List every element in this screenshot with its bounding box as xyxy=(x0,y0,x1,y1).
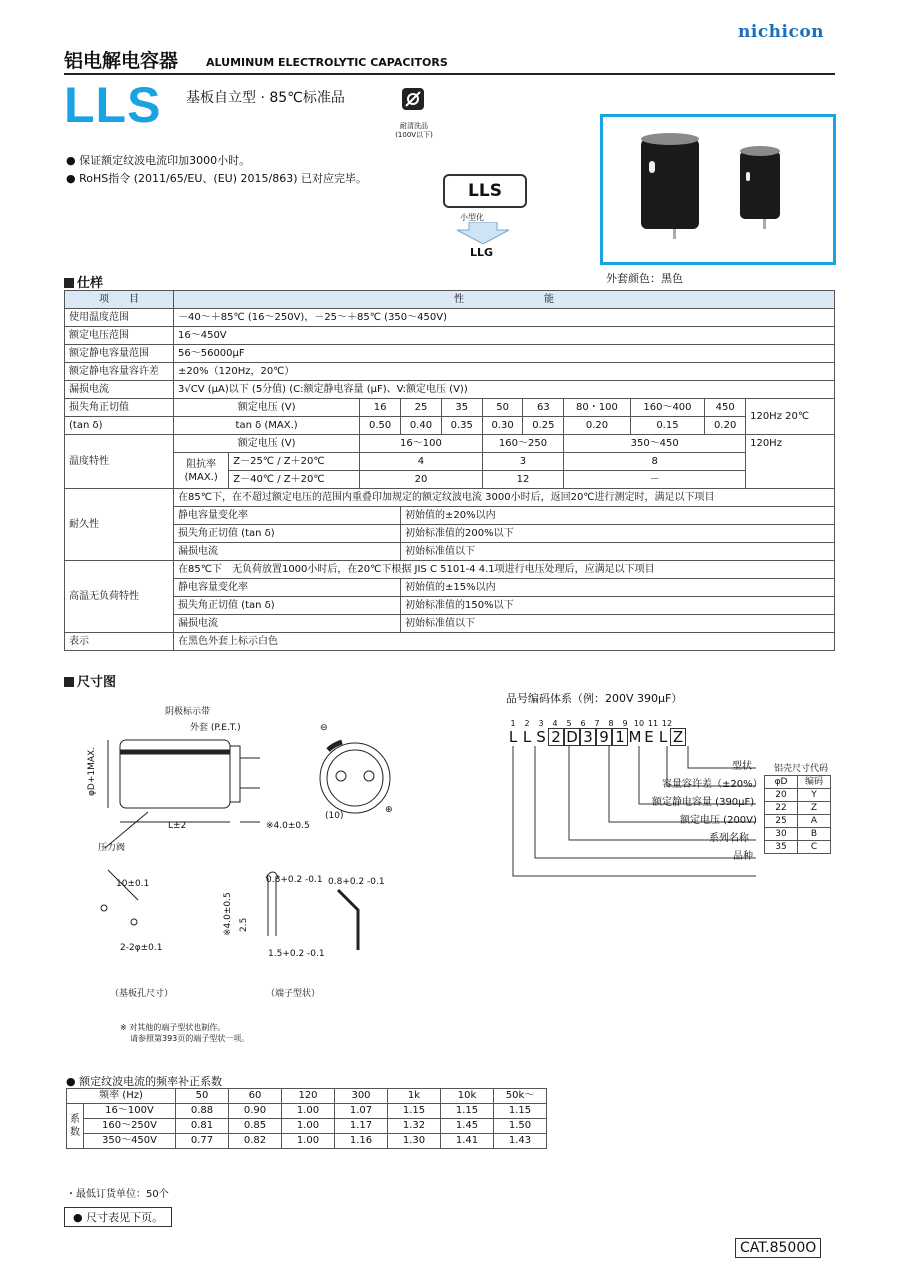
table-cell: 初始值的±15%以内 xyxy=(401,579,835,597)
table-cell: Z－25℃ / Z＋20℃ xyxy=(229,453,360,471)
table-cell: 初始标准值的150%以下 xyxy=(401,597,835,615)
table-cell: 1.50 xyxy=(494,1119,547,1134)
table-cell: 1.00 xyxy=(282,1134,335,1149)
table-cell: 损失角正切值 (tan δ) xyxy=(174,597,401,615)
table-cell: 1.45 xyxy=(441,1119,494,1134)
table-row xyxy=(65,327,835,345)
table-row xyxy=(765,815,831,828)
table-cell: － xyxy=(564,471,746,489)
table-cell: 30 xyxy=(765,828,798,841)
impedance-label: 阻抗率 xyxy=(186,458,217,470)
table-cell: C xyxy=(798,841,831,854)
table-cell: 16 xyxy=(360,399,401,417)
code-digit: 1 xyxy=(510,719,516,728)
case-code-table xyxy=(764,775,831,854)
page-title-cn: 铝电解电容器 xyxy=(64,50,179,72)
table-cell: 1.07 xyxy=(335,1104,388,1119)
table-cell: 8 xyxy=(564,453,746,471)
table-header: 300 xyxy=(335,1089,388,1104)
table-row xyxy=(65,579,835,597)
wash-caption-line: 耐清洗品 xyxy=(400,122,428,130)
table-cell: 1.17 xyxy=(335,1119,388,1134)
code-char: L xyxy=(658,728,668,746)
table-cell: 在85℃下，在不超过额定电压的范围内重叠印加规定的额定纹波电流 3000小时后，返回20℃进行测定时，满足以下项目 xyxy=(174,489,835,507)
table-cell: 1.16 xyxy=(335,1134,388,1149)
terminal-len-label: ※4.0±0.5 xyxy=(223,892,233,936)
table-cell: 漏损电流 xyxy=(65,381,174,399)
spec-table xyxy=(64,290,835,651)
table-row xyxy=(67,1104,547,1119)
code-char: L xyxy=(508,728,518,746)
code-digit: 10 xyxy=(633,719,645,728)
table-cell: 温度特性 xyxy=(65,435,174,489)
table-cell: A xyxy=(798,815,831,828)
table-row xyxy=(65,345,835,363)
table-row xyxy=(65,309,835,327)
table-cell: 0.81 xyxy=(176,1119,229,1134)
table-cell: 1.32 xyxy=(388,1119,441,1134)
table-cell: 20 xyxy=(765,789,798,802)
table-header: 120 xyxy=(282,1089,335,1104)
code-line-label: 额定电压 (200V) xyxy=(680,815,757,826)
case-code-title: 铝壳尺寸代码 xyxy=(774,764,829,774)
table-row xyxy=(65,435,835,453)
table-cell: 使用温度范围 xyxy=(65,309,174,327)
code-line-label: 额定静电容量 (390μF) xyxy=(652,797,755,808)
table-cell: 高温无负荷特性 xyxy=(65,561,174,633)
table-row xyxy=(65,363,835,381)
table-cell: φD xyxy=(765,776,798,789)
table-cell: 在黑色外套上标示白色 xyxy=(174,633,835,651)
table-row xyxy=(65,453,835,471)
wash-caption xyxy=(394,122,434,140)
min-order: ・最低订货单位：50个 xyxy=(66,1189,169,1200)
sleeve-color-caption: 外套颜色：黑色 xyxy=(606,272,683,285)
table-cell: 160～400 xyxy=(630,399,705,417)
code-digit: 7 xyxy=(594,719,600,728)
table-cell: 1.15 xyxy=(388,1104,441,1119)
table-cell: 50 xyxy=(482,399,523,417)
table-cell: 350～450 xyxy=(564,435,746,453)
table-cell: 0.88 xyxy=(176,1104,229,1119)
table-cell: ±20%（120Hz，20℃） xyxy=(174,363,835,381)
header-rule xyxy=(64,73,835,75)
table-cell: 漏损电流 xyxy=(174,615,401,633)
section-dim-title: 尺寸图 xyxy=(64,671,116,690)
code-digit: 2 xyxy=(524,719,530,728)
table-cell: 350～450V xyxy=(84,1134,176,1149)
section-spec-title: 仕样 xyxy=(64,272,103,291)
catalog-number: CAT.8500O xyxy=(735,1238,821,1258)
table-cell: 56～56000μF xyxy=(174,345,835,363)
table-cell: (tan δ) xyxy=(65,417,174,435)
code-line-label: 系列名称 xyxy=(709,833,749,844)
code-char: 3 xyxy=(580,728,596,746)
series-name: LLS xyxy=(64,77,162,133)
table-cell: 1.00 xyxy=(282,1104,335,1119)
table-cell: 损失角正切值 xyxy=(65,399,174,417)
terminal-width-label: 0.8+0.2 -0.1 xyxy=(266,875,323,885)
table-cell xyxy=(174,453,229,489)
table-cell: 0.90 xyxy=(229,1104,282,1119)
part-code-title: 品号编码体系（例：200V 390μF） xyxy=(506,692,683,705)
table-row xyxy=(65,381,835,399)
code-digit: 6 xyxy=(580,719,586,728)
solvent-proof-icon xyxy=(402,88,424,110)
code-char: E xyxy=(644,728,654,746)
table-row xyxy=(765,828,831,841)
terminal-caption: （端子型状） xyxy=(266,989,321,999)
table-cell: 1.43 xyxy=(494,1134,547,1149)
vent-label: 压力阀 xyxy=(98,843,126,853)
table-cell: 1.41 xyxy=(441,1134,494,1149)
table-row xyxy=(67,1089,547,1104)
code-digit: 11 xyxy=(647,719,659,728)
code-char: L xyxy=(522,728,532,746)
table-cell: tan δ (MAX.) xyxy=(174,417,360,435)
table-cell: Z－40℃ / Z＋20℃ xyxy=(229,471,360,489)
code-char: M xyxy=(628,728,642,746)
code-char: D xyxy=(564,728,580,746)
code-char: S xyxy=(536,728,546,746)
table-cell: 3 xyxy=(482,453,564,471)
table-cell: 1.15 xyxy=(494,1104,547,1119)
table-header: 项 目 xyxy=(65,291,174,309)
table-header: 频率 (Hz) xyxy=(67,1089,176,1104)
table-row xyxy=(65,561,835,579)
note-line: 请参照第393页的端子型状一项。 xyxy=(130,1034,250,1043)
table-cell: －40～＋85℃ (16～250V)，－25～＋85℃ (350～450V) xyxy=(174,309,835,327)
table-cell: 450 xyxy=(705,399,746,417)
code-digit: 12 xyxy=(661,719,673,728)
table-cell: 16～450V xyxy=(174,327,835,345)
wash-caption-line: (100V以下) xyxy=(395,131,433,139)
code-line-label: 容量容许差（±20%） xyxy=(662,779,763,790)
code-digit: 9 xyxy=(622,719,628,728)
table-row xyxy=(65,507,835,525)
arrow-label: 小型化 xyxy=(460,213,484,222)
table-cell: 额定电压范围 xyxy=(65,327,174,345)
table-cell: 63 xyxy=(523,399,564,417)
table-cell: 0.20 xyxy=(705,417,746,435)
pcb-caption: （基板孔尺寸） xyxy=(110,989,174,999)
table-cell: 在85℃下 无负荷放置1000小时后，在20℃下根据 JIS C 5101-4 4.1项进行电压处理后，应满足以下项目 xyxy=(174,561,835,579)
down-arrow-icon xyxy=(455,222,511,244)
code-char: 2 xyxy=(548,728,564,746)
code-char: Z xyxy=(670,728,686,746)
terminal-seg-label: 2.5 xyxy=(239,917,249,932)
table-cell: 1.00 xyxy=(282,1119,335,1134)
table-row xyxy=(65,399,835,417)
table-cell: Y xyxy=(798,789,831,802)
table-header: 60 xyxy=(229,1089,282,1104)
table-header: 50 xyxy=(176,1089,229,1104)
table-cell: 额定电压 (V) xyxy=(174,435,360,453)
table-cell: 20 xyxy=(360,471,482,489)
table-cell: 额定静电容量容许差 xyxy=(65,363,174,381)
table-row xyxy=(65,291,835,309)
table-cell: 35 xyxy=(765,841,798,854)
table-cell: 初始标准值以下 xyxy=(401,615,835,633)
table-cell: 0.25 xyxy=(523,417,564,435)
table-cell: 4 xyxy=(360,453,482,471)
lead-length-label: ※4.0±0.5 xyxy=(266,821,310,831)
table-row xyxy=(765,841,831,854)
table-cell: 静电容量变化率 xyxy=(174,579,401,597)
part-code xyxy=(506,728,686,746)
table-cell: 漏损电流 xyxy=(174,543,401,561)
brand-logo: nichicon xyxy=(738,22,825,42)
table-cell: 35 xyxy=(441,399,482,417)
impedance-label: (MAX.) xyxy=(184,471,218,483)
table-cell: 静电容量变化率 xyxy=(174,507,401,525)
table-cell: Z xyxy=(798,802,831,815)
sleeve-label: 外套 (P.E.T.) xyxy=(190,723,241,733)
table-cell: 0.35 xyxy=(441,417,482,435)
table-cell: 0.50 xyxy=(360,417,401,435)
freq-table-title: ● 额定纹波电流的频率补正系数 xyxy=(66,1075,223,1088)
terminal-note xyxy=(120,1022,249,1044)
dimension-drawing xyxy=(80,700,420,1010)
feature-item: ● 保证额定纹波电流印加3000小时。 xyxy=(66,152,367,170)
minus-icon: ⊖ xyxy=(320,723,328,733)
table-row xyxy=(65,543,835,561)
table-row xyxy=(67,1134,547,1149)
table-cell: 16～100 xyxy=(360,435,482,453)
product-photo xyxy=(600,114,836,265)
series-box-lls: LLS xyxy=(443,174,527,208)
table-cell: 120Hz 20℃ xyxy=(746,399,835,435)
table-cell: 160～250 xyxy=(482,435,564,453)
table-cell: 0.82 xyxy=(229,1134,282,1149)
table-row xyxy=(65,489,835,507)
table-header: 50k～ xyxy=(494,1089,547,1104)
table-row xyxy=(65,417,835,435)
table-cell: B xyxy=(798,828,831,841)
table-cell: 120Hz xyxy=(746,435,835,489)
feature-list xyxy=(66,152,367,188)
code-digits xyxy=(506,719,674,728)
table-cell: 系数 xyxy=(67,1104,84,1149)
table-row xyxy=(765,776,831,789)
feature-item: ● RoHS指令 (2011/65/EU、(EU) 2015/863) 已对应完毕。 xyxy=(66,170,367,188)
table-header: 性 能 xyxy=(174,291,835,309)
table-cell: 0.30 xyxy=(482,417,523,435)
pcb-pitch-label: 10±0.1 xyxy=(116,879,150,889)
code-digit: 3 xyxy=(538,719,544,728)
freq-title-text: 额定纹波电流的频率补正系数 xyxy=(79,1075,223,1088)
table-row xyxy=(765,789,831,802)
note-line: ※ 对其他的端子型状也制作。 xyxy=(120,1023,226,1032)
table-cell: 表示 xyxy=(65,633,174,651)
table-cell: 额定静电容量范围 xyxy=(65,345,174,363)
table-row xyxy=(765,802,831,815)
table-cell: 1.15 xyxy=(441,1104,494,1119)
series-llg: LLG xyxy=(470,246,494,259)
code-char: 1 xyxy=(612,728,628,746)
table-cell: 初始值的±20%以内 xyxy=(401,507,835,525)
table-cell: 初始标准值以下 xyxy=(401,543,835,561)
table-cell: 额定电压 (V) xyxy=(174,399,360,417)
next-page-note: ● 尺寸表见下页。 xyxy=(64,1207,172,1227)
table-row xyxy=(65,633,835,651)
length-label: L±2 xyxy=(168,821,187,831)
table-cell: 3√CV (μA)以下 (5分值) (C:额定静电容量 (μF)、V:额定电压 (V)) xyxy=(174,381,835,399)
code-digit: 4 xyxy=(552,719,558,728)
code-digit: 5 xyxy=(566,719,572,728)
table-cell: 25 xyxy=(765,815,798,828)
table-header: 10k xyxy=(441,1089,494,1104)
table-cell: 12 xyxy=(482,471,564,489)
table-row xyxy=(65,525,835,543)
code-line-label: 型状 xyxy=(732,761,752,772)
cathode-band-label: 阴极标示带 xyxy=(165,707,211,717)
table-cell: 初始标准值的200%以下 xyxy=(401,525,835,543)
table-cell: 16～100V xyxy=(84,1104,176,1119)
table-cell: 损失角正切值 (tan δ) xyxy=(174,525,401,543)
table-cell: 0.15 xyxy=(630,417,705,435)
table-cell: 0.40 xyxy=(401,417,442,435)
table-cell: 25 xyxy=(401,399,442,417)
table-cell: 80・100 xyxy=(564,399,630,417)
table-row xyxy=(65,615,835,633)
terminal-thick-label: 1.5+0.2 -0.1 xyxy=(268,949,325,959)
series-subtitle: 基板自立型 · 85℃标准品 xyxy=(186,90,345,106)
ten-label: (10) xyxy=(325,811,344,821)
code-line-label: 品种 xyxy=(733,851,753,862)
terminal-side-label: 0.8+0.2 -0.1 xyxy=(328,877,385,887)
table-header: 1k xyxy=(388,1089,441,1104)
freq-table xyxy=(66,1088,547,1149)
code-char: 9 xyxy=(596,728,612,746)
page-title-en: ALUMINUM ELECTROLYTIC CAPACITORS xyxy=(206,56,448,69)
pcb-hole-label: 2-2φ±0.1 xyxy=(120,943,163,953)
table-cell: 0.20 xyxy=(564,417,630,435)
diameter-label: φD+1MAX. xyxy=(87,746,97,796)
table-cell: 编码 xyxy=(798,776,831,789)
table-cell: 160～250V xyxy=(84,1119,176,1134)
table-cell: 0.77 xyxy=(176,1134,229,1149)
plus-icon: ⊕ xyxy=(385,805,393,815)
table-cell: 耐久性 xyxy=(65,489,174,561)
code-digit: 8 xyxy=(608,719,614,728)
table-row xyxy=(65,597,835,615)
table-cell: 0.85 xyxy=(229,1119,282,1134)
table-cell: 22 xyxy=(765,802,798,815)
table-row xyxy=(67,1119,547,1134)
table-cell: 1.30 xyxy=(388,1134,441,1149)
